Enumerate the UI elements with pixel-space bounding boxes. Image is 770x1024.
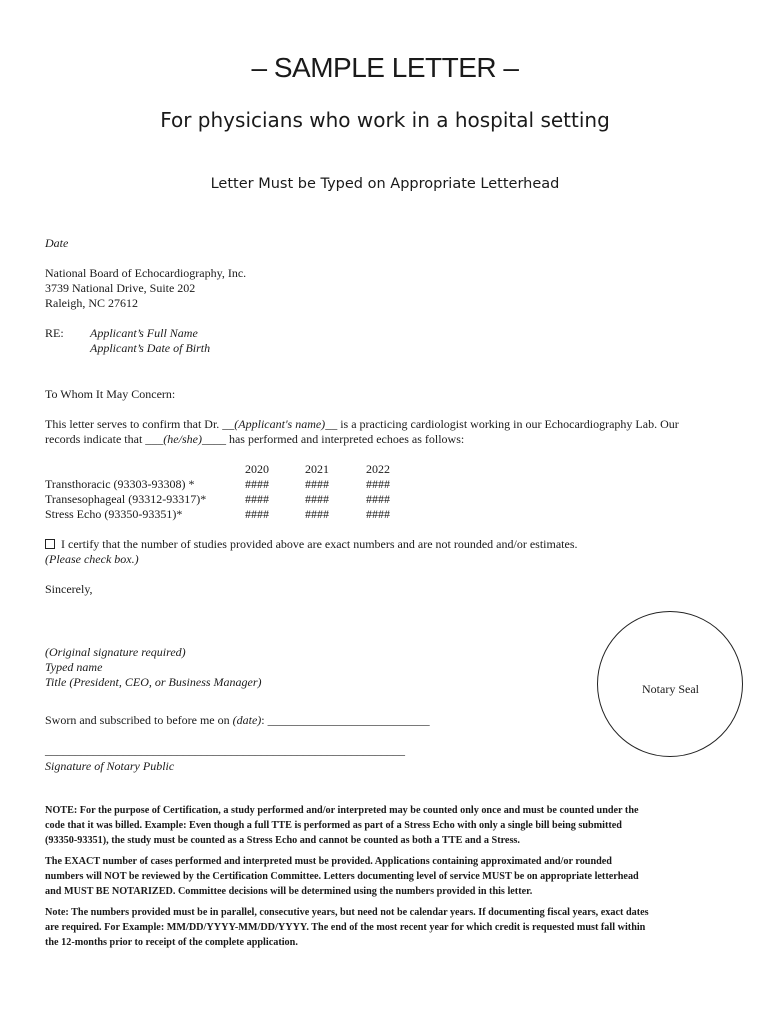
notary-seal-label: Notary Seal: [642, 682, 699, 696]
body-line-2: [45, 432, 464, 447]
note-line: (93350-93351), the study must be counted as a Stress Echo and cannot be counted as both a TTE and a Stress.: [45, 835, 520, 846]
page-subtitle: For physicians who work in a hospital setting: [160, 108, 610, 132]
table-cell: ####: [366, 507, 390, 521]
certify-line: [45, 537, 578, 552]
year-header-2022: 2022: [366, 462, 390, 476]
re-applicant-name: Applicant’s Full Name: [90, 326, 198, 340]
note-line: The EXACT number of cases performed and interpreted must be provided. Applications containing approximated and/or rounded: [45, 856, 612, 867]
letterhead-instruction: Letter Must be Typed on Appropriate Letterhead: [210, 176, 560, 192]
row-label-stress-echo: Stress Echo (93350-93351)*: [45, 507, 183, 521]
check-box-hint: (Please check box.): [45, 552, 139, 566]
date-placeholder: Date: [45, 236, 69, 250]
pronoun-blank: (he/she): [163, 432, 202, 446]
note-line: numbers will NOT be reviewed by the Certification Committee. Letters documenting level of service MUST be on appropriate letterhead: [45, 871, 639, 882]
row-label-transthoracic: Transthoracic (93303-93308) *: [45, 477, 195, 491]
signature-required: (Original signature required): [45, 645, 186, 659]
note-line: are required. For Example: MM/DD/YYYY-MM/DD/YYYY. The end of the most recent year for which credit is requested must fall within: [45, 922, 646, 933]
signer-title: Title (President, CEO, or Business Manager): [45, 675, 262, 689]
year-header-2021: 2021: [305, 462, 329, 476]
typed-name: Typed name: [45, 660, 103, 674]
table-cell: ####: [245, 492, 269, 506]
sworn-post: : ___________________________: [261, 713, 430, 727]
table-cell: ####: [245, 507, 269, 521]
address-line-1: National Board of Echocardiography, Inc.: [45, 266, 247, 280]
note-line: code that it was billed. Example: Even though a full TTE is performed as part of a Stress Echo with only a single bill being submitted: [45, 820, 622, 831]
certify-checkbox[interactable]: [45, 539, 55, 549]
body-line-1-post: __ is a practicing cardiologist working in our Echocardiography Lab. Our: [325, 417, 679, 431]
body-line-2-pre: records indicate that ___: [45, 432, 164, 446]
table-cell: ####: [305, 492, 329, 506]
table-cell: ####: [305, 477, 329, 491]
notary-signature-line: ____________________________________________________________: [45, 743, 405, 757]
note-line: the 12-months prior to receipt of the complete application.: [45, 937, 298, 948]
sworn-pre: Sworn and subscribed to before me on: [45, 713, 233, 727]
note-consecutive-years: [45, 905, 725, 950]
body-line-1-pre: This letter serves to confirm that Dr. __: [45, 417, 235, 431]
page-title: – SAMPLE LETTER –: [251, 52, 519, 83]
applicant-name-blank: (Applicant's name): [234, 417, 326, 431]
note-line: NOTE: For the purpose of Certification, a study performed and/or interpreted may be counted only once and must be counted under the: [45, 805, 639, 816]
address-line-3: Raleigh, NC 27612: [45, 296, 138, 310]
salutation: To Whom It May Concern:: [45, 387, 176, 401]
table-cell: ####: [366, 492, 390, 506]
table-cell: ####: [245, 477, 269, 491]
row-label-transesophageal: Transesophageal (93312-93317)*: [45, 492, 207, 506]
date-blank: (date): [232, 713, 262, 727]
address-line-2: 3739 National Drive, Suite 202: [45, 281, 196, 295]
certify-text: I certify that the number of studies provided above are exact numbers and are not rounded and/or estimates.: [61, 537, 578, 551]
notary-signature-label: Signature of Notary Public: [45, 759, 175, 773]
sworn-line: [45, 713, 430, 728]
note-exact-numbers: [45, 854, 725, 899]
re-applicant-dob: Applicant’s Date of Birth: [90, 341, 211, 355]
re-label: RE:: [45, 326, 64, 340]
note-line: Note: The numbers provided must be in parallel, consecutive years, but need not be calendar years. If documenting fiscal years, exact dates: [45, 907, 649, 918]
body-line-1: [45, 417, 679, 432]
table-cell: ####: [366, 477, 390, 491]
closing: Sincerely,: [45, 582, 93, 596]
body-line-2-post: ____ has performed and interpreted echoes as follows:: [201, 432, 465, 446]
year-header-2020: 2020: [245, 462, 269, 476]
note-line: and MUST BE NOTARIZED. Committee decisions will be determined using the numbers provided in this letter.: [45, 886, 533, 897]
note-certification: [45, 803, 725, 848]
table-cell: ####: [305, 507, 329, 521]
